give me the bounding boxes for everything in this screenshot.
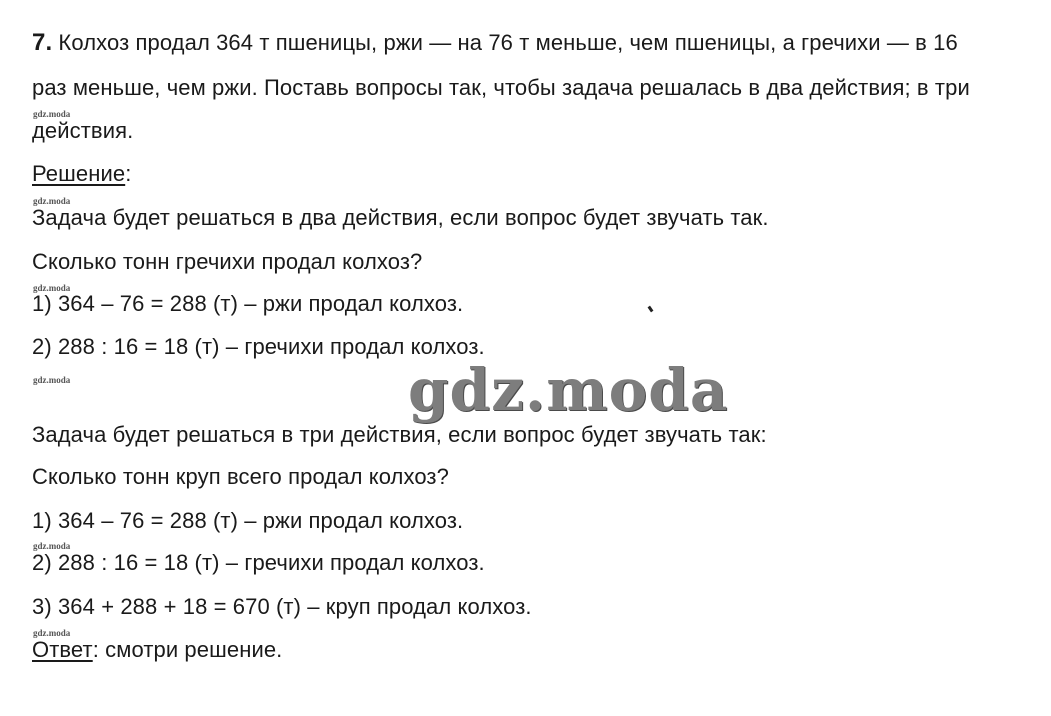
two-steps-step-2: 2) 288 : 16 = 18 (т) – гречихи продал колхоз. (32, 334, 485, 359)
solution-heading-label: Решение (32, 161, 126, 186)
problem-line-3: действия. (32, 118, 134, 143)
problem-text-1: Колхоз продал 364 т пшеницы, ржи — на 76 т меньше, чем пшеницы, а гречихи — в 16 (52, 30, 958, 55)
watermark-big: gdz.moda (408, 356, 729, 424)
watermark-small: gdz.moda (33, 109, 71, 119)
watermark-small: gdz.moda (33, 628, 71, 638)
scan-speck (648, 306, 654, 313)
watermark-small: gdz.moda (33, 283, 71, 293)
problem-line-1 (32, 30, 958, 56)
answer-text: : смотри решение. (92, 637, 283, 662)
three-steps-intro: Задача будет решаться в три действия, если вопрос будет звучать так: (32, 422, 767, 447)
two-steps-step-1: 1) 364 – 76 = 288 (т) – ржи продал колхоз. (32, 291, 464, 316)
watermark-small: gdz.moda (33, 196, 71, 206)
watermark-small: gdz.moda (33, 375, 71, 385)
problem-line-2: раз меньше, чем ржи. Поставь вопросы так, чтобы задача решалась в два действия; в три (32, 75, 970, 100)
three-steps-step-3: 3) 364 + 288 + 18 = 670 (т) – круп продал колхоз. (32, 594, 532, 619)
answer-label: Ответ (32, 637, 93, 662)
three-steps-question: Сколько тонн круп всего продал колхоз? (32, 464, 449, 489)
three-steps-step-1: 1) 364 – 76 = 288 (т) – ржи продал колхоз. (32, 508, 464, 533)
two-steps-intro: Задача будет решаться в два действия, если вопрос будет звучать так. (32, 205, 769, 230)
watermark-small: gdz.moda (33, 541, 71, 551)
two-steps-question: Сколько тонн гречихи продал колхоз? (32, 249, 423, 274)
problem-number: 7. (32, 29, 53, 56)
solution-heading-colon: : (125, 161, 132, 186)
three-steps-step-2: 2) 288 : 16 = 18 (т) – гречихи продал колхоз. (32, 550, 485, 575)
solution-heading (32, 161, 131, 187)
answer-line (32, 637, 282, 663)
